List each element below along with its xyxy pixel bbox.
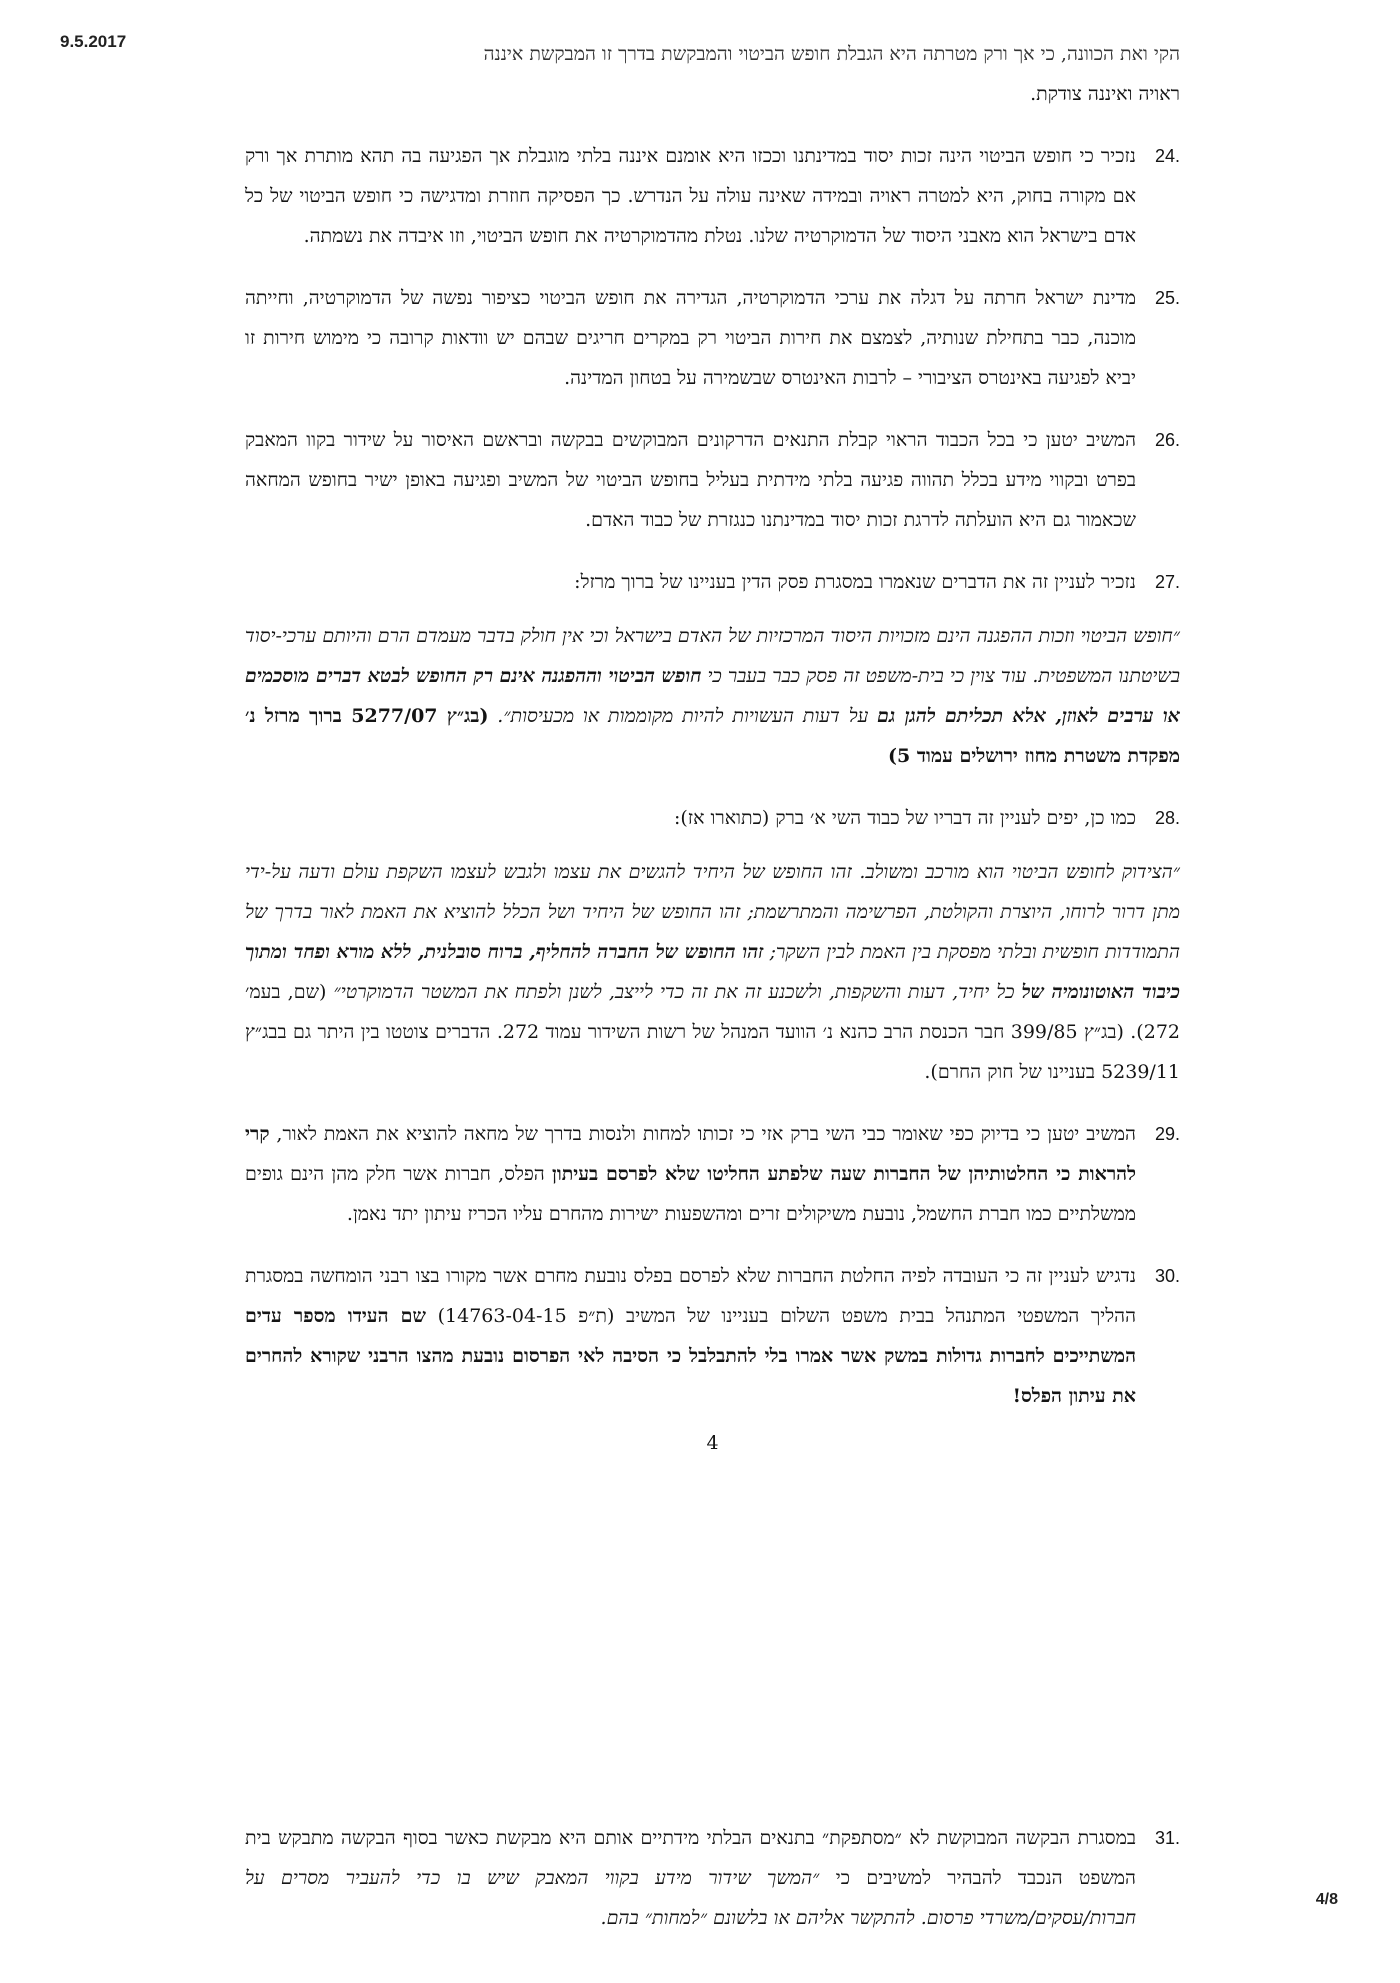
paragraph-text: המשיב יטען כי בכל הכבוד הראוי קבלת התנאים הדרקונים המבוקשים בבקשה ובראשם האיסור על שידור בקוו המאבק בפרט ובקווי מידע בכלל תהווה פגיעה בלתי מידתית בעליל בחופש הביטוי של המשיב ופגיעה באופן ישיר בחופש המחאה שכאמור גם היא הועלתה לדרגת זכות יסוד במדינתנו כנגזרת של כבוד האדם. xyxy=(245,429,1136,531)
paragraph-number: 30. xyxy=(1154,1266,1180,1286)
paragraph-number: 28. xyxy=(1154,808,1180,828)
paragraph-25 xyxy=(245,278,1180,398)
cut-off-line: הקי ואת הכוונה, כי אך ורק מטרתה היא הגבלת חופש הביטוי והמבקשת בדרך זו המבקשת איננה xyxy=(483,43,1180,65)
paragraph-text: במסגרת הבקשה המבוקשת לא ״מסתפקת״ בתנאים הבלתי מידתיים אותם היא מבקשת כאשר בסוף הבקשה מתבקש בית המשפט הנכבד להבהיר למשיבים כי xyxy=(245,1827,1136,1889)
document-page-body xyxy=(245,43,1180,1454)
paragraph-29 xyxy=(245,1114,1180,1234)
paragraph-italic: ״המשך שידור מידע בקווי המאבק שיש בו כדי להעביר מסרים על חברות/עסקים/משרדי פרסום. להתקשר אליהם או בלשונם ״למחות״ בהם. xyxy=(245,1867,1136,1929)
quote-barak xyxy=(245,852,1180,1092)
quote-text: על דעות העשויות להיות מקוממות או מכעיסות״. xyxy=(488,705,878,727)
quote-emphasis: זהו החופש של החברה להחליף, ברוח סובלנית, ללא מורא ופחד ומתוך כיבוד האוטונומיה של xyxy=(245,941,1180,1003)
paragraph-text: נדגיש לעניין זה כי העובדה לפיה החלטת החברות שלא לפרסם בפלס נובעת מחרם אשר מקורו בצו רבני הומחשה במסגרת ההליך המשפטי המתנהל בבית משפט השלום בעניינו של המשיב (ת״פ 14763-04-15) xyxy=(245,1265,1137,1327)
paragraph-emphasis: שם העידו מספר עדים המשתייכים לחברות גדולות במשק אשר אמרו בלי להתבלבל כי הסיבה לאי הפרסום נובעת מהצו הרבני שקורא להחרים את עיתון הפלס! xyxy=(245,1305,1136,1407)
quote-marzel xyxy=(245,616,1180,776)
page-number: 4 xyxy=(706,1432,719,1454)
paragraph-31 xyxy=(245,1818,1180,1938)
paragraph-text: נזכיר לעניין זה את הדברים שנאמרו במסגרת פסק הדין בעניינו של ברוך מרזל: xyxy=(574,571,1136,593)
print-date: 9.5.2017 xyxy=(60,32,127,51)
paragraph-number: 29. xyxy=(1154,1124,1180,1144)
quote-citation: (שם, בעמ׳ 272). (בג״ץ 399/85 חבר הכנסת הרב כהנא נ׳ הוועד המנהל של רשות השידור עמוד 272. הדברים צוטטו בין היתר גם בבג״ץ 5239/11 בעניינו של חוק החרם). xyxy=(245,981,1180,1083)
quote-citation: (בג״ץ 5277/07 ברוך מרזל נ׳ מפקדת משטרת מחוז ירושלים עמוד 5) xyxy=(245,705,1180,767)
paragraph-number: 24. xyxy=(1154,146,1180,166)
paragraph-text: הפלס, חברות אשר חלק מהן הינם גופים ממשלתיים כמו חברת החשמל, נובעת משיקולים זרים ומהשפעות ישירות מהחרם עליו הכריז עיתון יתד נאמן. xyxy=(245,1163,1136,1225)
paragraph-30 xyxy=(245,1256,1180,1416)
page-indicator: 4/8 xyxy=(1315,1891,1338,1908)
next-page-start xyxy=(245,1818,1180,1960)
paragraph-emphasis: קרי להראות כי החלטותיהן של החברות שעה שלפתע החליטו שלא לפרסם בעיתון xyxy=(245,1123,1136,1185)
paragraph-number: 25. xyxy=(1154,288,1180,308)
paragraph-text: נזכיר כי חופש הביטוי הינה זכות יסוד במדינתנו וככזו היא אומנם איננה בלתי מוגבלת אך הפגיעה בה תהא מותרת אך ורק אם מקורה בחוק, היא למטרה ראויה ובמידה שאינה עולה על הנדרש. כך הפסיקה חוזרת ומדגישה כי חופש הביטוי של כל אדם בישראל הוא מאבני היסוד של הדמוקרטיה שלנו. נטלת מהדמוקרטיה את חופש הביטוי, וזו איבדה את נשמתה. xyxy=(245,145,1136,247)
quote-text: כל יחיד, דעות והשקפות, ולשכנע זה את זה כדי לייצב, לשנן ולפתח את המשטר הדמוקרטי״ xyxy=(333,981,1022,1003)
paragraph-24 xyxy=(245,136,1180,256)
paragraph-number: 31. xyxy=(1154,1828,1180,1848)
paragraph-23-tail: ראויה ואיננה צודקת. xyxy=(1030,83,1180,105)
quote-text: ״חופש הביטוי וזכות ההפגנה הינם מזכויות היסוד המרכזיות של האדם בישראל וכי אין חולק בדבר מעמדם הרם והיותם ערכי-יסוד בשיטתנו המשפטית. עוד צוין כי בית-משפט זה פסק כבר בעבר כי xyxy=(245,625,1180,687)
paragraph-text: מדינת ישראל חרתה על דגלה את ערכי הדמוקרטיה, הגדירה את חופש הביטוי כציפור נפשה של הדמוקרטיה, וחייתה מוכנה, כבר בתחילת שנותיה, לצמצם את חירות הביטוי רק במקרים חריגים שבהם יש וודאות קרובה כי מימוש חירות זו יביא לפגיעה באינטרס הציבורי – לרבות האינטרס שבשמירה על בטחון המדינה. xyxy=(245,287,1136,389)
paragraph-text: המשיב יטען כי בדיוק כפי שאומר כבי השי ברק אזי כי זכותו למחות ולנסות בדרך של מחאה להוציא את האמת לאור, xyxy=(269,1123,1136,1145)
paragraph-26 xyxy=(245,420,1180,540)
paragraph-28 xyxy=(245,798,1180,838)
paragraph-text: כמו כן, יפים לעניין זה דבריו של כבוד השי א׳ ברק (כתוארו אז): xyxy=(673,807,1136,829)
quote-emphasis: חופש הביטוי וההפגנה אינם רק החופש לבטא דברים מוסכמים או ערבים לאוזן, אלא תכליתם להגן גם xyxy=(245,665,1180,727)
paragraph-27 xyxy=(245,562,1180,602)
paragraph-number: 26. xyxy=(1154,430,1180,450)
quote-text: ״הצידוק לחופש הביטוי הוא מורכב ומשולב. זהו החופש של היחיד להגשים את עצמו ולגבש לעצמו השקפת עולם ודעה על-ידי מתן דרור לרוחו, היוצרת והקולטת, הפרשימה והמתרשמת; זהו החופש של היחיד ושל הכלל להוציא את האמת לאור בדרך של התמודדות חופשית ובלתי מפסקת בין האמת לבין השקר; xyxy=(245,861,1180,963)
paragraph-number: 27. xyxy=(1154,572,1180,592)
